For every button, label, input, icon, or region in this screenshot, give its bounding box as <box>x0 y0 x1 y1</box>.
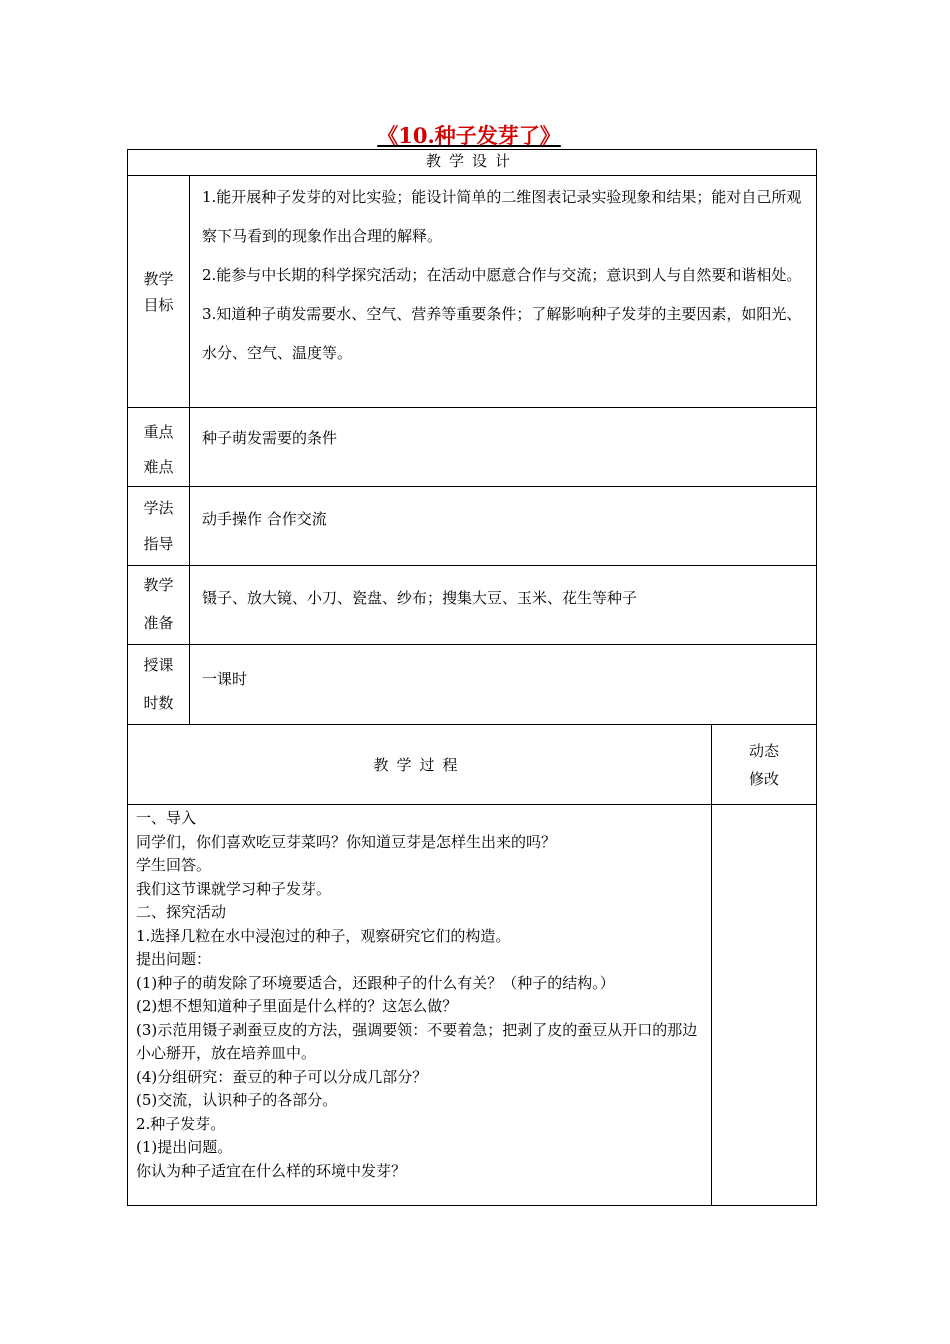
process-line: 一、导入 <box>136 809 197 827</box>
process-line: 二、探究活动 <box>136 903 227 921</box>
process-body-row <box>128 805 817 1206</box>
design-header: 教学设计 <box>128 150 817 176</box>
document-title: 《10.种子发芽了》 <box>377 123 561 148</box>
process-line: (2)想不想知道种子里面是什么样的？这怎么做？ <box>136 997 458 1015</box>
lesson-plan-table <box>127 149 817 1206</box>
dynamic-edit-header <box>712 725 817 805</box>
goal-item: 3.知道种子萌发需要水、空气、营养等重要条件；了解影响种子发芽的主要因素，如阳光、水分、空气、温度等。 <box>202 305 802 362</box>
process-line: 提出问题： <box>136 950 212 968</box>
hours-label-line2: 时数 <box>143 693 174 712</box>
hours-label-line1: 授课 <box>143 655 174 674</box>
process-line: 学生回答。 <box>136 856 212 874</box>
goals-row <box>128 176 817 408</box>
preparation-label-line2: 准备 <box>143 614 174 632</box>
goal-item: 1.能开展种子发芽的对比实验；能设计简单的二维图表记录实验现象和结果；能对自己所观察下马看到的现象作出合理的解释。 <box>202 188 802 245</box>
preparation-row <box>128 566 817 645</box>
preparation-label <box>128 566 190 645</box>
process-line: 2.种子发芽。 <box>136 1114 226 1133</box>
process-header-row <box>128 725 817 805</box>
key-points-row <box>128 408 817 487</box>
hours-row <box>128 645 817 725</box>
design-header-row <box>128 150 817 176</box>
goals-content <box>190 176 817 408</box>
dynamic-edit-column <box>712 805 817 1206</box>
method-label-line1: 学法 <box>143 499 174 517</box>
process-line: 1.选择几粒在水中浸泡过的种子，观察研究它们的构造。 <box>136 926 511 945</box>
process-line: (1)提出问题。 <box>136 1138 233 1156</box>
process-line: 我们这节课就学习种子发芽。 <box>136 879 332 898</box>
process-line: 你认为种子适宜在什么样的环境中发芽？ <box>136 1161 407 1180</box>
dynamic-edit-line1: 动态 <box>749 741 780 760</box>
process-line: (4)分组研究：蚕豆的种子可以分成几部分？ <box>136 1067 428 1086</box>
dynamic-edit-line2: 修改 <box>749 769 780 788</box>
goals-label <box>128 176 190 408</box>
hours-label <box>128 645 190 725</box>
goal-item: 2.能参与中长期的科学探究活动；在活动中愿意合作与交流；意识到人与自然要和谐相处。 <box>202 266 802 284</box>
process-content <box>128 805 712 1206</box>
key-points-content: 种子萌发需要的条件 <box>190 408 817 487</box>
preparation-label-line1: 教学 <box>143 576 174 594</box>
preparation-content: 镊子、放大镜、小刀、瓷盘、纱布；搜集大豆、玉米、花生等种子 <box>190 566 817 645</box>
key-points-label <box>128 408 190 487</box>
process-header: 教学过程 <box>128 725 712 805</box>
method-label-line2: 指导 <box>143 535 174 553</box>
goals-label-line2: 目标 <box>143 295 174 314</box>
key-points-label-line2: 难点 <box>143 458 174 476</box>
process-line: (5)交流，认识种子的各部分。 <box>136 1091 338 1109</box>
hours-content: 一课时 <box>190 645 817 725</box>
process-line: 同学们，你们喜欢吃豆芽菜吗？你知道豆芽是怎样生出来的吗？ <box>136 832 557 851</box>
method-row <box>128 487 817 566</box>
process-line: (1)种子的萌发除了环境要适合，还跟种子的什么有关？（种子的结构。） <box>136 973 615 992</box>
process-line: (3)示范用镊子剥蚕豆皮的方法，强调要领：不要着急；把剥了皮的蚕豆从开口的那边小心掰开，放在培养皿中。 <box>136 1020 698 1062</box>
goals-label-line1: 教学 <box>143 269 174 288</box>
method-content: 动手操作 合作交流 <box>190 487 817 566</box>
method-label <box>128 487 190 566</box>
key-points-label-line1: 重点 <box>143 423 174 441</box>
